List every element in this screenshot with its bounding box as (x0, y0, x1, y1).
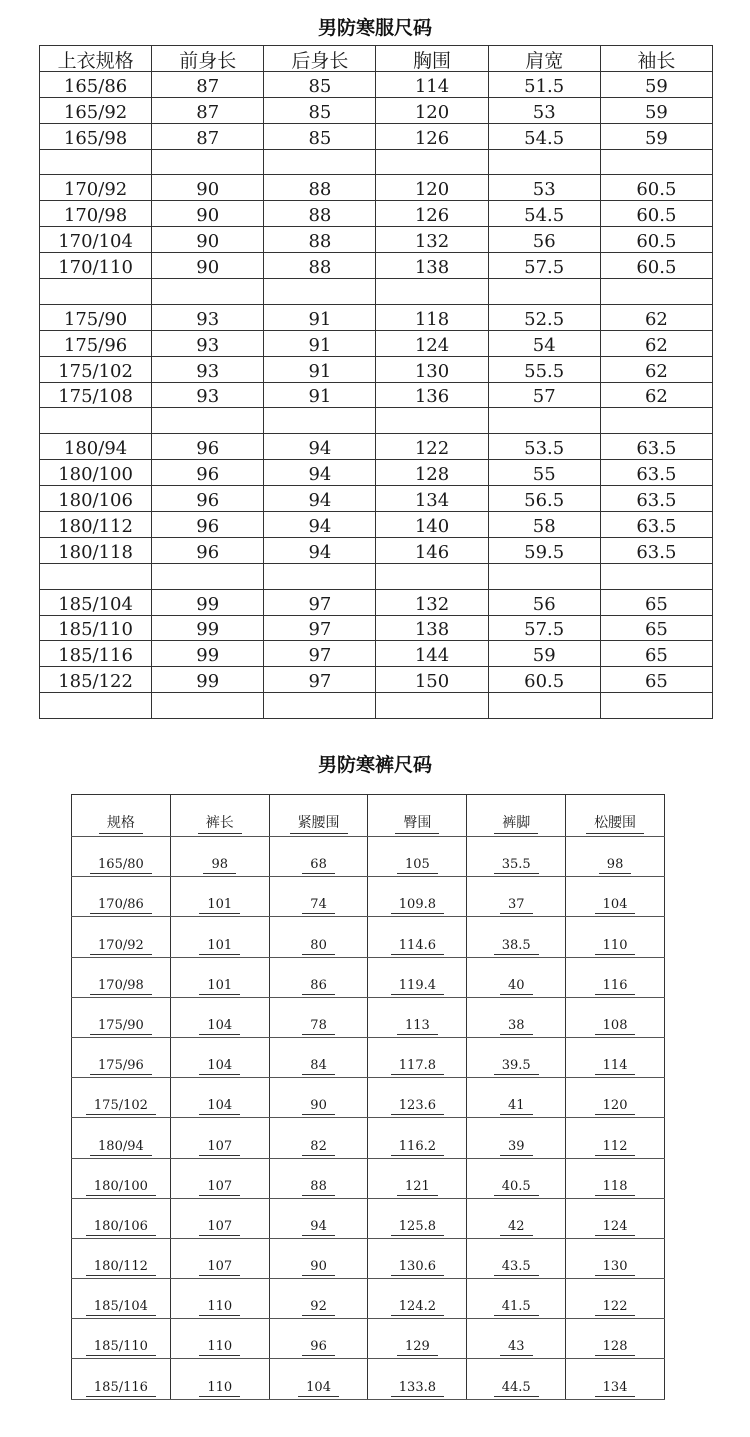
table-cell: 53.5 (488, 434, 600, 460)
jacket-size-table (39, 45, 713, 719)
table-cell: 122 (566, 1279, 665, 1319)
table-cell (264, 279, 376, 305)
table-cell: 170/110 (40, 253, 152, 279)
table-cell: 170/98 (40, 201, 152, 227)
table-cell: 144 (376, 641, 488, 667)
table-cell: 98 (170, 837, 269, 877)
table-cell: 120 (376, 97, 488, 123)
table-cell (264, 693, 376, 719)
table-cell: 99 (152, 667, 264, 693)
table-cell: 88 (269, 1158, 368, 1198)
table-cell: 107 (170, 1118, 269, 1158)
table-cell: 99 (152, 641, 264, 667)
table-cell (488, 563, 600, 589)
table-cell: 107 (170, 1198, 269, 1238)
table-cell: 94 (264, 460, 376, 486)
table-cell: 107 (170, 1158, 269, 1198)
table-cell: 110 (170, 1279, 269, 1319)
table-cell: 88 (264, 175, 376, 201)
table-cell (600, 563, 712, 589)
table-row (40, 227, 713, 253)
table-cell: 133.8 (368, 1359, 467, 1399)
table-cell: 44.5 (467, 1359, 566, 1399)
table-cell: 185/104 (40, 589, 152, 615)
table-cell: 97 (264, 667, 376, 693)
table-row (72, 1319, 665, 1359)
table-cell: 42 (467, 1198, 566, 1238)
table-cell: 107 (170, 1238, 269, 1278)
table-cell: 185/122 (40, 667, 152, 693)
table-row (72, 957, 665, 997)
table-cell: 175/90 (40, 304, 152, 330)
table-cell: 180/100 (40, 460, 152, 486)
table-cell: 94 (269, 1198, 368, 1238)
table-cell: 93 (152, 330, 264, 356)
table-row (40, 641, 713, 667)
table-row (72, 1037, 665, 1077)
table-cell (488, 149, 600, 175)
table-cell: 41.5 (467, 1279, 566, 1319)
table-row (40, 382, 713, 408)
table-cell (152, 279, 264, 305)
table-row (40, 97, 713, 123)
table-cell: 114 (376, 71, 488, 97)
pants-header-cell: 臀围 (368, 795, 467, 837)
jacket-header-row (40, 46, 713, 72)
jacket-size-title: 男防寒服尺码 (317, 17, 432, 39)
table-cell: 132 (376, 589, 488, 615)
table-row (72, 1279, 665, 1319)
table-cell: 63.5 (600, 486, 712, 512)
table-cell: 118 (376, 304, 488, 330)
table-cell: 86 (269, 957, 368, 997)
table-cell: 120 (376, 175, 488, 201)
table-row (40, 253, 713, 279)
table-cell (376, 149, 488, 175)
table-cell: 93 (152, 304, 264, 330)
table-cell: 180/94 (72, 1118, 171, 1158)
table-cell: 56.5 (488, 486, 600, 512)
table-row (40, 71, 713, 97)
table-row (40, 356, 713, 382)
table-cell: 90 (152, 175, 264, 201)
table-cell (152, 149, 264, 175)
table-cell (488, 408, 600, 434)
table-row (40, 563, 713, 589)
table-cell: 59.5 (488, 537, 600, 563)
table-row (72, 877, 665, 917)
table-cell: 63.5 (600, 512, 712, 538)
table-cell: 126 (376, 201, 488, 227)
table-cell: 94 (264, 537, 376, 563)
table-cell: 116 (566, 957, 665, 997)
table-cell: 40 (467, 957, 566, 997)
table-cell: 185/104 (72, 1279, 171, 1319)
jacket-header-cell: 后身长 (264, 46, 376, 72)
table-cell: 180/94 (40, 434, 152, 460)
table-cell: 54 (488, 330, 600, 356)
table-cell: 180/112 (40, 512, 152, 538)
table-cell: 65 (600, 589, 712, 615)
table-cell (488, 693, 600, 719)
table-cell: 59 (600, 123, 712, 149)
table-row (72, 1158, 665, 1198)
table-cell: 175/102 (40, 356, 152, 382)
table-cell: 113 (368, 997, 467, 1037)
table-cell: 175/96 (72, 1037, 171, 1077)
table-cell: 94 (264, 486, 376, 512)
table-cell: 58 (488, 512, 600, 538)
table-row (40, 408, 713, 434)
table-cell: 57 (488, 382, 600, 408)
table-cell (264, 563, 376, 589)
table-row (40, 330, 713, 356)
table-cell: 180/118 (40, 537, 152, 563)
table-cell (600, 149, 712, 175)
table-cell: 57.5 (488, 615, 600, 641)
table-cell: 170/92 (72, 917, 171, 957)
table-cell: 78 (269, 997, 368, 1037)
table-cell: 146 (376, 537, 488, 563)
table-cell: 85 (264, 71, 376, 97)
table-cell: 112 (566, 1118, 665, 1158)
table-cell: 65 (600, 641, 712, 667)
table-cell: 43 (467, 1319, 566, 1359)
table-cell: 91 (264, 356, 376, 382)
table-cell: 91 (264, 304, 376, 330)
table-row (40, 123, 713, 149)
pants-size-table (71, 794, 665, 1400)
table-cell: 96 (152, 537, 264, 563)
table-cell (376, 693, 488, 719)
table-cell: 60.5 (600, 227, 712, 253)
table-cell: 90 (269, 1078, 368, 1118)
table-cell: 132 (376, 227, 488, 253)
table-cell: 185/116 (40, 641, 152, 667)
table-cell: 88 (264, 201, 376, 227)
table-cell: 90 (152, 201, 264, 227)
table-cell: 87 (152, 71, 264, 97)
table-cell: 92 (269, 1279, 368, 1319)
table-cell: 125.8 (368, 1198, 467, 1238)
table-cell: 180/106 (40, 486, 152, 512)
table-cell: 99 (152, 615, 264, 641)
table-cell: 53 (488, 97, 600, 123)
table-cell: 121 (368, 1158, 467, 1198)
table-cell (152, 563, 264, 589)
table-row (40, 149, 713, 175)
table-cell: 38.5 (467, 917, 566, 957)
table-cell: 122 (376, 434, 488, 460)
table-cell: 116.2 (368, 1118, 467, 1158)
table-cell: 94 (264, 434, 376, 460)
table-cell: 38 (467, 997, 566, 1037)
table-cell: 101 (170, 917, 269, 957)
pants-header-cell: 裤脚 (467, 795, 566, 837)
table-cell: 124 (376, 330, 488, 356)
table-cell (376, 563, 488, 589)
table-cell: 101 (170, 957, 269, 997)
table-cell: 150 (376, 667, 488, 693)
table-row (72, 837, 665, 877)
table-cell: 98 (566, 837, 665, 877)
table-cell: 175/90 (72, 997, 171, 1037)
table-cell: 65 (600, 667, 712, 693)
table-cell: 114.6 (368, 917, 467, 957)
table-cell: 90 (152, 253, 264, 279)
table-cell: 96 (152, 434, 264, 460)
table-cell: 82 (269, 1118, 368, 1158)
table-cell: 170/86 (72, 877, 171, 917)
table-cell: 114 (566, 1037, 665, 1077)
table-row (72, 1359, 665, 1399)
table-cell: 87 (152, 97, 264, 123)
table-cell: 57.5 (488, 253, 600, 279)
table-cell (40, 563, 152, 589)
table-cell: 91 (264, 382, 376, 408)
table-cell: 43.5 (467, 1238, 566, 1278)
table-cell: 109.8 (368, 877, 467, 917)
table-cell: 63.5 (600, 537, 712, 563)
table-cell (264, 408, 376, 434)
table-cell: 93 (152, 382, 264, 408)
table-cell: 165/98 (40, 123, 152, 149)
table-cell: 96 (152, 512, 264, 538)
table-cell: 85 (264, 97, 376, 123)
table-cell: 185/110 (72, 1319, 171, 1359)
table-row (72, 1118, 665, 1158)
table-cell: 128 (376, 460, 488, 486)
table-cell: 101 (170, 877, 269, 917)
table-cell: 175/108 (40, 382, 152, 408)
table-cell: 96 (152, 460, 264, 486)
table-row (40, 279, 713, 305)
table-cell: 63.5 (600, 460, 712, 486)
table-cell: 56 (488, 589, 600, 615)
jacket-header-cell: 胸围 (376, 46, 488, 72)
table-cell: 62 (600, 382, 712, 408)
table-cell: 180/100 (72, 1158, 171, 1198)
table-cell: 110 (566, 917, 665, 957)
table-cell: 118 (566, 1158, 665, 1198)
table-cell: 138 (376, 615, 488, 641)
table-cell: 130 (566, 1238, 665, 1278)
table-cell: 117.8 (368, 1037, 467, 1077)
table-cell: 40.5 (467, 1158, 566, 1198)
table-row (40, 175, 713, 201)
table-cell: 60.5 (600, 201, 712, 227)
table-cell: 104 (269, 1359, 368, 1399)
table-cell: 55 (488, 460, 600, 486)
table-cell: 180/106 (72, 1198, 171, 1238)
table-cell (264, 149, 376, 175)
pants-header-cell: 裤长 (170, 795, 269, 837)
table-row (40, 460, 713, 486)
table-cell: 165/80 (72, 837, 171, 877)
jacket-header-cell: 袖长 (600, 46, 712, 72)
table-row (40, 537, 713, 563)
table-cell: 97 (264, 615, 376, 641)
table-cell (40, 279, 152, 305)
table-cell: 105 (368, 837, 467, 877)
table-row (72, 1238, 665, 1278)
table-cell (488, 279, 600, 305)
table-cell (600, 279, 712, 305)
table-cell: 175/102 (72, 1078, 171, 1118)
table-cell: 80 (269, 917, 368, 957)
table-cell (40, 149, 152, 175)
table-cell (376, 279, 488, 305)
table-row (72, 997, 665, 1037)
table-cell: 97 (264, 641, 376, 667)
table-row (40, 304, 713, 330)
table-cell: 91 (264, 330, 376, 356)
table-cell: 126 (376, 123, 488, 149)
table-cell: 99 (152, 589, 264, 615)
pants-header-cell: 紧腰围 (269, 795, 368, 837)
table-cell: 124 (566, 1198, 665, 1238)
table-cell: 90 (152, 227, 264, 253)
table-cell: 104 (170, 997, 269, 1037)
table-cell (152, 693, 264, 719)
table-cell: 54.5 (488, 123, 600, 149)
table-cell: 84 (269, 1037, 368, 1077)
table-cell: 51.5 (488, 71, 600, 97)
table-cell: 59 (488, 641, 600, 667)
table-cell: 170/104 (40, 227, 152, 253)
table-row (40, 434, 713, 460)
table-cell: 35.5 (467, 837, 566, 877)
table-cell: 59 (600, 97, 712, 123)
table-cell: 54.5 (488, 201, 600, 227)
table-cell: 39 (467, 1118, 566, 1158)
table-cell: 52.5 (488, 304, 600, 330)
table-cell: 170/92 (40, 175, 152, 201)
table-cell: 123.6 (368, 1078, 467, 1118)
table-cell (40, 693, 152, 719)
table-cell (40, 408, 152, 434)
table-cell: 60.5 (600, 175, 712, 201)
table-cell: 90 (269, 1238, 368, 1278)
table-cell: 37 (467, 877, 566, 917)
table-cell: 68 (269, 837, 368, 877)
pants-size-title: 男防寒裤尺码 (317, 754, 432, 776)
table-cell: 104 (170, 1078, 269, 1118)
table-cell: 85 (264, 123, 376, 149)
pants-header-row (72, 795, 665, 837)
table-row (40, 512, 713, 538)
table-cell: 56 (488, 227, 600, 253)
pants-header-cell: 规格 (72, 795, 171, 837)
table-row (40, 615, 713, 641)
table-cell: 63.5 (600, 434, 712, 460)
table-cell (376, 408, 488, 434)
table-cell: 87 (152, 123, 264, 149)
table-cell: 60.5 (488, 667, 600, 693)
table-cell: 55.5 (488, 356, 600, 382)
table-cell: 96 (152, 486, 264, 512)
table-row (72, 1078, 665, 1118)
table-cell: 60.5 (600, 253, 712, 279)
table-row (40, 693, 713, 719)
table-cell: 62 (600, 330, 712, 356)
table-cell: 62 (600, 304, 712, 330)
table-cell: 53 (488, 175, 600, 201)
table-row (72, 1198, 665, 1238)
table-cell: 180/112 (72, 1238, 171, 1278)
table-cell: 170/98 (72, 957, 171, 997)
table-cell: 41 (467, 1078, 566, 1118)
table-cell: 65 (600, 615, 712, 641)
table-cell: 185/110 (40, 615, 152, 641)
table-cell (600, 408, 712, 434)
table-cell: 88 (264, 227, 376, 253)
table-cell: 110 (170, 1359, 269, 1399)
table-cell (152, 408, 264, 434)
table-row (40, 201, 713, 227)
table-cell: 97 (264, 589, 376, 615)
table-cell: 128 (566, 1319, 665, 1359)
table-row (40, 589, 713, 615)
table-cell: 130 (376, 356, 488, 382)
jacket-header-cell: 上衣规格 (40, 46, 152, 72)
pants-header-cell: 松腰围 (566, 795, 665, 837)
table-cell: 140 (376, 512, 488, 538)
table-cell: 130.6 (368, 1238, 467, 1278)
table-cell: 104 (170, 1037, 269, 1077)
table-cell: 165/86 (40, 71, 152, 97)
table-cell: 93 (152, 356, 264, 382)
table-cell: 59 (600, 71, 712, 97)
table-cell: 88 (264, 253, 376, 279)
table-cell: 62 (600, 356, 712, 382)
table-cell (600, 693, 712, 719)
table-cell: 138 (376, 253, 488, 279)
table-cell: 134 (376, 486, 488, 512)
table-cell: 120 (566, 1078, 665, 1118)
table-cell: 165/92 (40, 97, 152, 123)
table-cell: 39.5 (467, 1037, 566, 1077)
table-cell: 136 (376, 382, 488, 408)
table-cell: 104 (566, 877, 665, 917)
table-row (72, 917, 665, 957)
table-row (40, 486, 713, 512)
table-cell: 108 (566, 997, 665, 1037)
table-cell: 119.4 (368, 957, 467, 997)
table-cell: 96 (269, 1319, 368, 1359)
table-cell: 175/96 (40, 330, 152, 356)
jacket-header-cell: 前身长 (152, 46, 264, 72)
jacket-header-cell: 肩宽 (488, 46, 600, 72)
table-cell: 94 (264, 512, 376, 538)
table-cell: 110 (170, 1319, 269, 1359)
table-cell: 129 (368, 1319, 467, 1359)
table-row (40, 667, 713, 693)
table-cell: 74 (269, 877, 368, 917)
table-cell: 185/116 (72, 1359, 171, 1399)
table-cell: 134 (566, 1359, 665, 1399)
table-cell: 124.2 (368, 1279, 467, 1319)
